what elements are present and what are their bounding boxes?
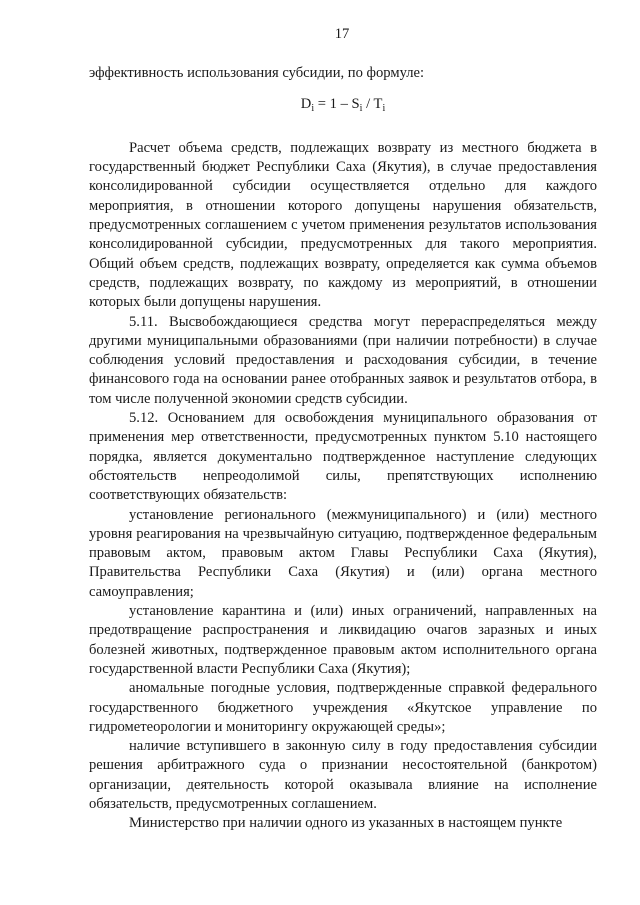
list-item-weather: аномальные погодные условия, подтвержденные справкой федерального государственного бюджетного учреждения «Якутское управление по гидрометеорологии и мониторингу окружающей среды»; bbox=[89, 680, 597, 735]
clause-number-5-11: 5.11. bbox=[129, 313, 158, 330]
paragraph-5-12 bbox=[89, 409, 597, 505]
list-item-emergency: установление регионального (межмуниципального) и (или) местного уровня реагирования на чрезвычайную ситуацию, подтвержденное федеральным правовым актом, правовым актом Главы Республики Саха (Якутия), Правительства Республики Саха (Якутия) и (или) органа местного самоуправления; bbox=[89, 506, 597, 600]
formula-rhs-sub: i bbox=[382, 102, 386, 114]
formula-rhs: / T bbox=[362, 95, 383, 112]
paragraph-refund-calculation: Расчет объема средств, подлежащих возврату из местного бюджета в государственный бюджет Республики Саха (Якутия), в случае предоставления консолидированной субсидии осуществляется отдельно для каждого мероприятия, в отношении которого допущены нарушения обязательств, предусмотренных соглашением с учетом применения результатов использования консолидированной субсидии, предусмотренных для такого мероприятия. Общий объем средств, подлежащих возврату, определяется как сумма объемов средств, подлежащих возврату, по каждому из мероприятий, в отношении которых были допущены нарушения. bbox=[89, 139, 597, 311]
formula-mid: = 1 – S bbox=[314, 95, 360, 112]
paragraph-ministry: Министерство при наличии одного из указанных в настоящем пункте bbox=[129, 815, 563, 832]
list-item-quarantine: установление карантина и (или) иных ограничений, направленных на предотвращение распространения и ликвидацию очагов заразных и иных болезней животных, подтвержденное правовым актом исполнительного органа государственной власти Республики Саха (Якутия); bbox=[89, 603, 597, 677]
formula-lhs: D bbox=[300, 95, 312, 112]
list-item-bankruptcy: наличие вступившего в законную силу в году предоставления субсидии решения арбитражного суда о признании несостоятельной (банкротом) организации, деятельность которой оказывала влияние на исполнение обязательств, предусмотренных соглашением. bbox=[89, 738, 597, 812]
clause-number-5-12: 5.12. bbox=[129, 410, 159, 427]
intro-line: эффективность использования субсидии, по формуле: bbox=[89, 65, 425, 82]
clause-text-5-12: Основанием для освобождения муниципального образования от применения мер ответственности, предусмотренных пунктом 5.10 настоящего порядка, является документально подтвержденное наступление следующих обстоятельств непреодолимой силы, препятствующих исполнению соответствующих обязательств: bbox=[89, 410, 597, 504]
clause-text-5-11: Высвобождающиеся средства могут перераспределяться между другими муниципальными образованиями (при наличии потребности) в случае соблюдения условий предоставления и расходования субсидии, в течение финансового года на основании ранее отобранных заявок и результатов отбора, в том числе полученной экономии средств субсидии. bbox=[89, 313, 597, 407]
formula-lhs-sub: i bbox=[311, 102, 315, 114]
paragraph-5-11 bbox=[89, 313, 597, 409]
formula bbox=[89, 95, 597, 114]
formula-mid-sub: i bbox=[359, 102, 363, 114]
page-number: 17 bbox=[334, 26, 350, 42]
